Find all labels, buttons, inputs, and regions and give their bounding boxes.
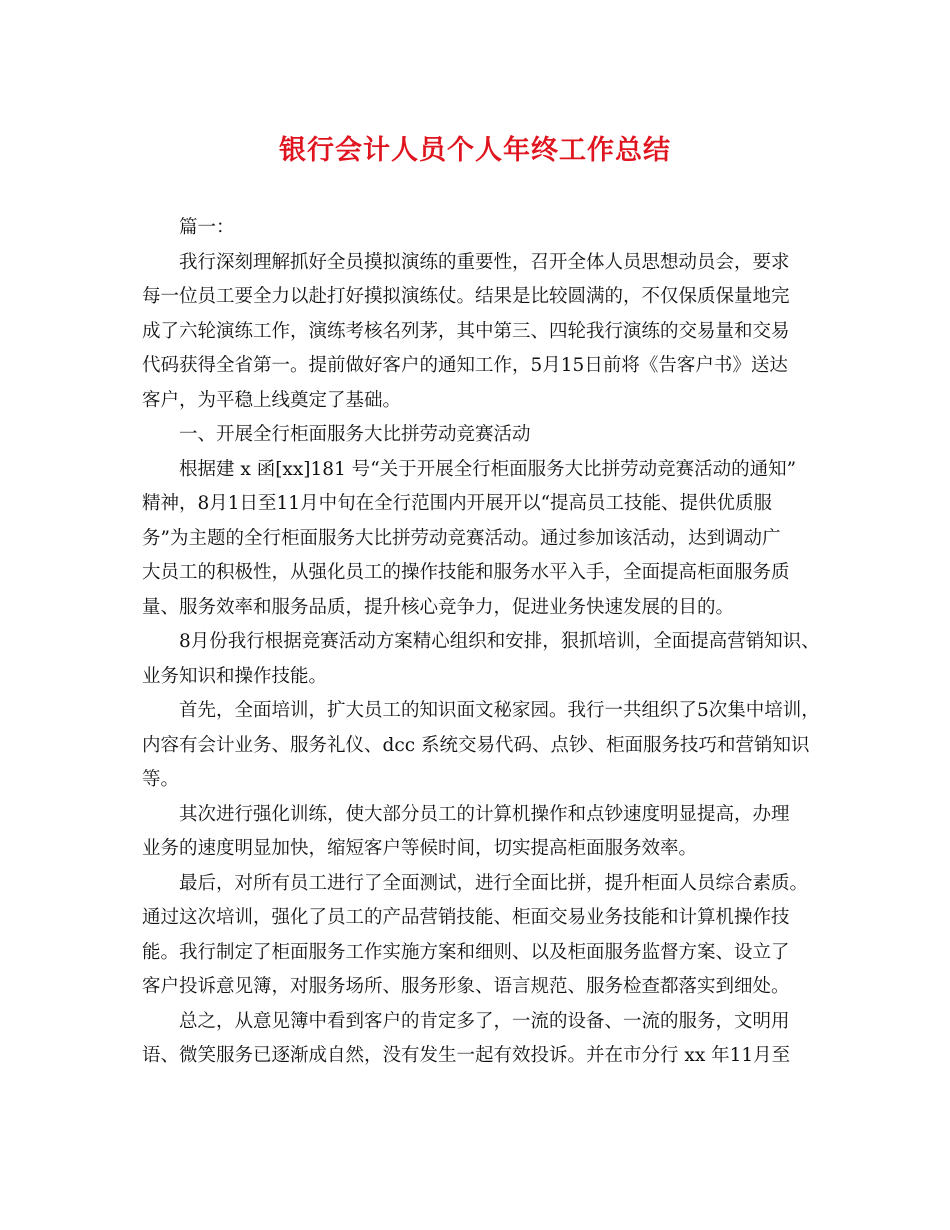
- paragraph-line: 代码获得全省第一。提前做好客户的通知工作，5月15日前将《告客户书》送达: [142, 355, 788, 376]
- paragraph-line: 大员工的积极性，从强化员工的操作技能和服务水平入手，全面提高柜面服务质: [142, 562, 790, 583]
- paragraph-line: 能。我行制定了柜面服务工作实施方案和细则、以及柜面服务监督方案、设立了: [142, 941, 790, 963]
- paragraph-line: 业务的速度明显加快，缩短客户等候时间，切实提高柜面服务效率。: [142, 838, 698, 859]
- paragraph-first-line: 一、开展全行柜面服务大比拼劳动竞赛活动: [179, 424, 531, 445]
- paragraph-line: 通过这次培训，强化了员工的产品营销技能、柜面交易业务技能和计算机操作技: [142, 907, 790, 928]
- paragraph-first-line: 最后，对所有员工进行了全面测试，进行全面比拼，提升柜面人员综合素质。: [179, 872, 809, 894]
- paragraph-first-line: 其次进行强化训练，使大部分员工的计算机操作和点钞速度明显提高，办理: [179, 803, 790, 825]
- paragraph-line: 每一位员工要全力以赴打好摸拟演练仗。结果是比较圆满的，不仅保质保量地完: [142, 286, 790, 307]
- paragraph-first-line: 总之，从意见簿中看到客户的肯定多了，一流的设备、一流的服务，文明用: [179, 1010, 790, 1032]
- paragraph-line: 语、微笑服务已逐渐成自然，没有发生一起有效投诉。并在市分行 xx 年11月至: [142, 1045, 791, 1066]
- paragraph-first-line: 篇一：: [179, 217, 235, 238]
- paragraph-first-line: 8月份我行根据竞赛活动方案精心组织和安排，狠抓培训，全面提高营销知识、: [179, 631, 820, 652]
- paragraph-line: 等。: [142, 769, 180, 790]
- paragraph-first-line: 首先，全面培训，扩大员工的知识面文秘家园。我行一共组织了5次集中培训，: [179, 700, 820, 721]
- paragraph-first-line: 根据建 x 函[xx]181 号“关于开展全行柜面服务大比拼劳动竞赛活动的通知”: [179, 458, 797, 480]
- paragraph-line: 成了六轮演练工作，演练考核名列茅，其中第三、四轮我行演练的交易量和交易: [142, 320, 790, 342]
- paragraph-line: 精神，8月1日至11月中旬在全行范围内开展开以“提高员工技能、提供优质服: [142, 493, 773, 514]
- paragraph-line: 内容有会计业务、服务礼仪、dcc 系统交易代码、点钞、柜面服务技巧和营销知识: [142, 734, 810, 756]
- paragraph-first-line: 我行深刻理解抓好全员摸拟演练的重要性，召开全体人员思想动员会，要求: [179, 251, 790, 273]
- paragraph-line: 务”为主题的全行柜面服务大比拼劳动竞赛活动。通过参加该活动，达到调动广: [142, 527, 781, 549]
- paragraph-line: 业务知识和操作技能。: [142, 665, 328, 687]
- document-title: 银行会计人员个人年终工作总结: [279, 135, 671, 166]
- paragraph-line: 客户投诉意见簿，对服务场所、服务形象、语言规范、服务检查都落实到细处。: [142, 976, 790, 997]
- paragraph-line: 量、服务效率和服务品质，提升核心竞争力，促进业务快速发展的目的。: [142, 596, 735, 618]
- paragraph-line: 客户，为平稳上线奠定了基础。: [142, 389, 402, 411]
- document-body: [142, 211, 832, 1074]
